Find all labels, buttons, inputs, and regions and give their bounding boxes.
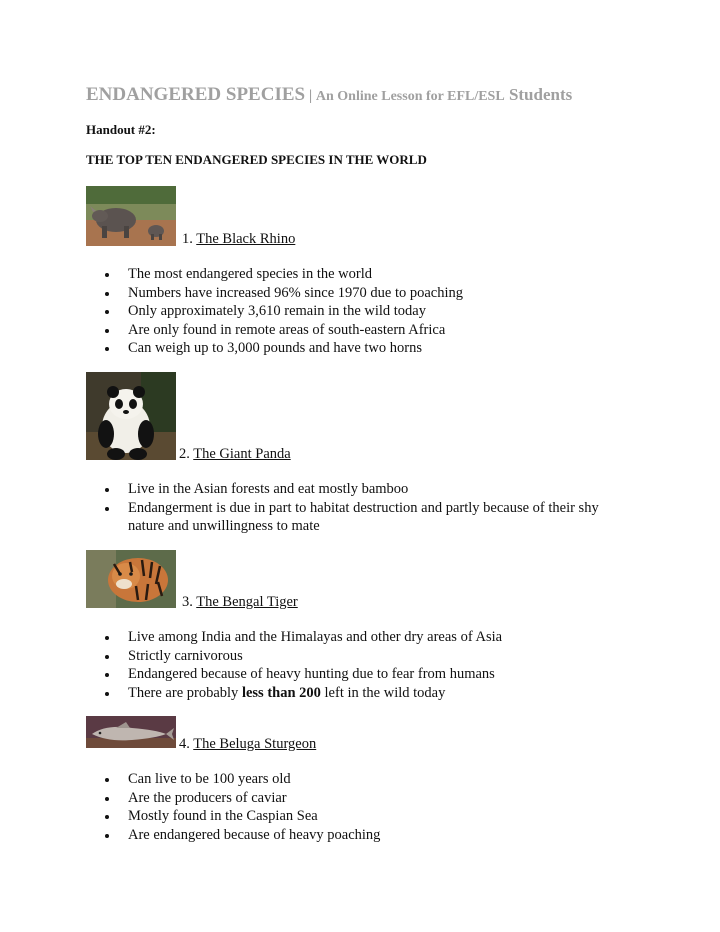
section-subheading: THE TOP TEN ENDANGERED SPECIES IN THE WORLD bbox=[86, 152, 427, 167]
list-item: Are the producers of caviar bbox=[86, 789, 631, 808]
list-item: Mostly found in the Caspian Sea bbox=[86, 807, 631, 826]
species-name: The Beluga Sturgeon bbox=[193, 736, 317, 752]
species-number: 4. bbox=[179, 736, 190, 752]
list-item: Endangered because of heavy hunting due to fear from humans bbox=[86, 665, 631, 684]
list-item: Endangerment is due in part to habitat destruction and partly because of their shy nature and unwillingness to mate bbox=[86, 499, 631, 536]
list-item: The most endangered species in the world bbox=[86, 265, 631, 284]
list-item: Live among India and the Himalayas and other dry areas of Asia bbox=[86, 628, 631, 647]
giant-panda-photo bbox=[86, 372, 176, 460]
species-bullets-1 bbox=[86, 265, 631, 358]
species-name: The Black Rhino bbox=[196, 231, 296, 247]
species-name: The Giant Panda bbox=[193, 446, 291, 462]
bullet-text-after: left in the wild today bbox=[320, 684, 446, 701]
handout-label: Handout #2: bbox=[86, 122, 156, 137]
bullet-text-before: There are probably bbox=[128, 684, 242, 701]
species-number: 1. bbox=[182, 231, 193, 247]
title-tail: Students bbox=[504, 85, 573, 104]
bullet-text-bold: less than 200 bbox=[241, 684, 321, 701]
beluga-sturgeon-photo bbox=[86, 716, 176, 748]
bengal-tiger-photo bbox=[86, 550, 176, 608]
species-name: The Bengal Tiger bbox=[196, 594, 298, 610]
list-item: Numbers have increased 96% since 1970 due to poaching bbox=[86, 284, 631, 303]
species-number: 3. bbox=[182, 594, 193, 610]
species-heading-4 bbox=[179, 736, 316, 753]
list-item: Live in the Asian forests and eat mostly bamboo bbox=[86, 480, 631, 499]
title-separator: | bbox=[305, 88, 316, 104]
species-bullets-2 bbox=[86, 480, 631, 536]
species-number: 2. bbox=[179, 446, 190, 462]
page-title bbox=[86, 84, 572, 106]
species-heading-1 bbox=[182, 231, 295, 248]
title-main: ENDANGERED SPECIES bbox=[86, 84, 306, 105]
list-item: Strictly carnivorous bbox=[86, 647, 631, 666]
species-bullets-3 bbox=[86, 628, 631, 702]
species-bullets-4 bbox=[86, 770, 631, 844]
species-heading-2 bbox=[179, 446, 291, 463]
list-item: Can weigh up to 3,000 pounds and have two horns bbox=[86, 339, 631, 358]
list-item: Can live to be 100 years old bbox=[86, 770, 631, 789]
title-subtitle: An Online Lesson for EFL/ESL bbox=[315, 89, 505, 104]
species-heading-3 bbox=[182, 594, 298, 611]
list-item: Are endangered because of heavy poaching bbox=[86, 826, 631, 845]
black-rhino-photo bbox=[86, 186, 176, 246]
list-item: Only approximately 3,610 remain in the wild today bbox=[86, 302, 631, 321]
list-item bbox=[86, 684, 631, 703]
list-item: Are only found in remote areas of south-eastern Africa bbox=[86, 321, 631, 340]
